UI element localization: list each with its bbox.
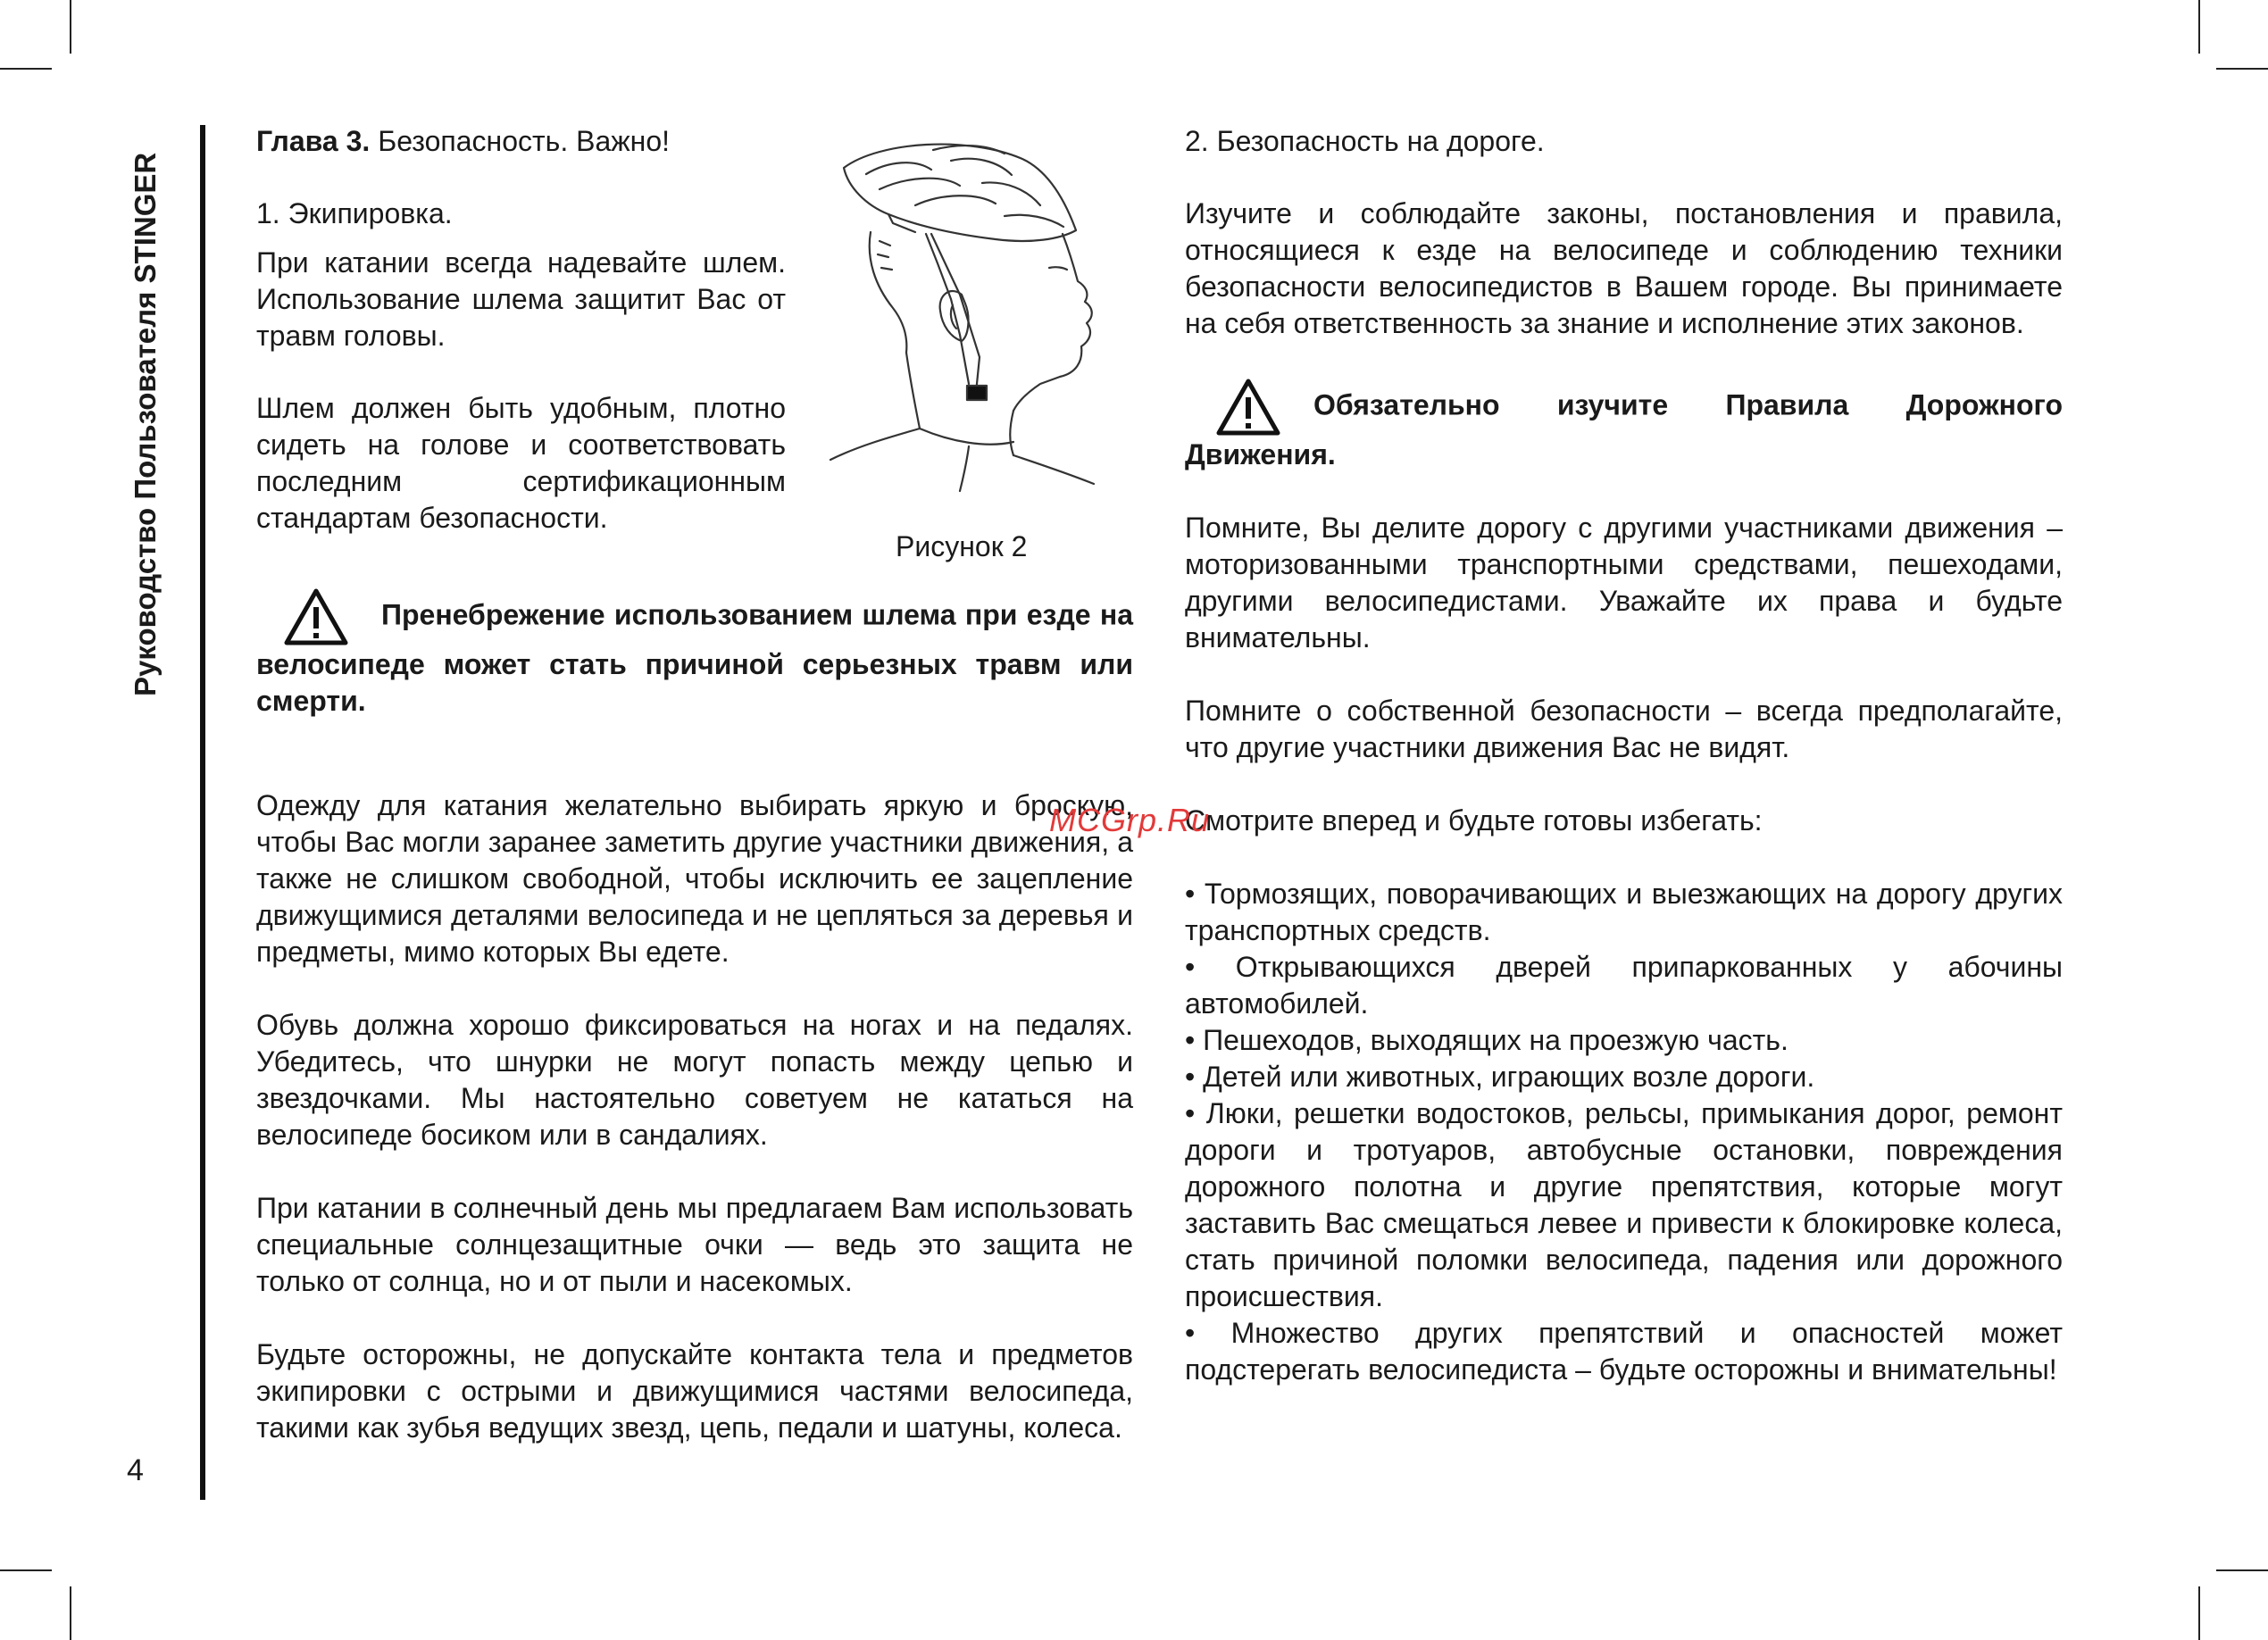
paragraph: Одежду для катания желательно выбирать яркую и броскую, чтобы Вас могли заранее заметить другие участники движения, а также не слишком свободной, чтобы исключить ее зацепление движущимися деталями велосипеда и не цепляться за деревья и предметы, мимо которых Вы едете. [256, 789, 1133, 968]
list-item: • Открывающихся дверей припаркованных у абочины автомобилей. [1185, 951, 2063, 1020]
list-item: • Множество других препятствий и опасностей может подстерегать велосипедиста – будьте осторожны и внимательны! [1185, 1317, 2063, 1386]
crop-mark [2216, 1569, 2268, 1571]
paragraph: Помните о собственной безопасности – всегда предполагайте, что другие участники движения Вас не видят. [1185, 695, 2063, 763]
paragraph: Помните, Вы делите дорогу с другими участниками движения – моторизованными транспортными средствами, пешеходами, другими велосипедистами. Уважайте их права и будьте внимательны. [1185, 512, 2063, 654]
helmet-warning: Пренебрежение использованием шлема при езде на велосипеде может стать причиной серьезных травм или смерти. [256, 587, 1133, 720]
crop-mark [70, 1586, 71, 1640]
paragraph: При катании всегда надевайте шлем. Использование шлема защитит Вас от травм головы. [256, 246, 786, 352]
crop-mark [0, 68, 52, 70]
paragraph: При катании в солнечный день мы предлагаем Вам использовать специальные солнцезащитные очки — ведь это защита не только от солнца, но и от пыли и насекомых. [256, 1192, 1133, 1297]
crop-mark [2198, 0, 2200, 54]
left-top-column [256, 123, 786, 537]
crop-mark [0, 1569, 52, 1571]
crop-mark [2198, 1586, 2200, 1640]
list-item: • Тормозящих, поворачивающих и выезжающих на дорогу других транспортных средств. [1185, 878, 2063, 946]
figure-caption: Рисунок 2 [896, 530, 1028, 562]
paragraph: Шлем должен быть удобным, плотно сидеть на голове и соответствовать последним сертификационным стандартам безопасности. [256, 392, 786, 534]
section-equipment-heading: 1. Экипировка. [256, 197, 453, 229]
side-title: Руководство Пользователя STINGER [129, 152, 162, 696]
crop-mark [70, 0, 71, 54]
paragraph: Обувь должна хорошо фиксироваться на ногах и на педалях. Убедитесь, что шнурки не могут попасть между цепью и звездочками. Мы настоятельно советуем не кататься на велосипеде босиком или в сандалиях. [256, 1009, 1133, 1151]
vertical-divider [200, 125, 205, 1500]
watermark: MCGrp.Ru [1049, 802, 1211, 838]
helmet-figure [826, 134, 1138, 527]
list-item: • Пешеходов, выходящих на проезжую часть. [1185, 1024, 1789, 1056]
list-item: • Детей или животных, играющих возле дороги. [1185, 1061, 1815, 1093]
crop-mark [2216, 68, 2268, 70]
section-road-heading: 2. Безопасность на дороге. [1185, 125, 1545, 157]
right-column [1185, 123, 2063, 1388]
page-number: 4 [127, 1453, 144, 1487]
list-item: • Люки, решетки водостоков, рельсы, примыкания дорог, ремонт дороги и тротуаров, автобусные остановки, повреждения дорожного полотна и другие препятствия, которые могут заставить Вас смещаться левее и привести к блокировке колеса, стать причиной поломки велосипеда, падения или дорожного происшествия. [1185, 1097, 2063, 1312]
paragraph: Изучите и соблюдайте законы, постановления и правила, относящиеся к езде на велосипеде и соблюдению техники безопасности велосипедистов в Вашем городе. Вы принимаете на себя ответственность за знание и исполнение этих законов. [1185, 197, 2063, 339]
paragraph: Будьте осторожны, не допускайте контакта тела и предметов экипировки с острыми и движущимися частями велосипеда, такими как зубья ведущих звезд, цепь, педали и шатуны, колеса. [256, 1338, 1133, 1444]
left-bottom-column [256, 587, 1133, 1446]
rules-warning: Обязательно изучите Правила Дорожного Движения. [1185, 378, 2063, 473]
warning-icon [283, 587, 349, 646]
paragraph: Смотрите вперед и будьте готовы избегать: [1185, 804, 1763, 837]
warning-icon [1215, 378, 1281, 437]
hazard-list [1185, 876, 2063, 1388]
chapter-heading: Глава 3. Безопасность. Важно! [256, 125, 670, 157]
